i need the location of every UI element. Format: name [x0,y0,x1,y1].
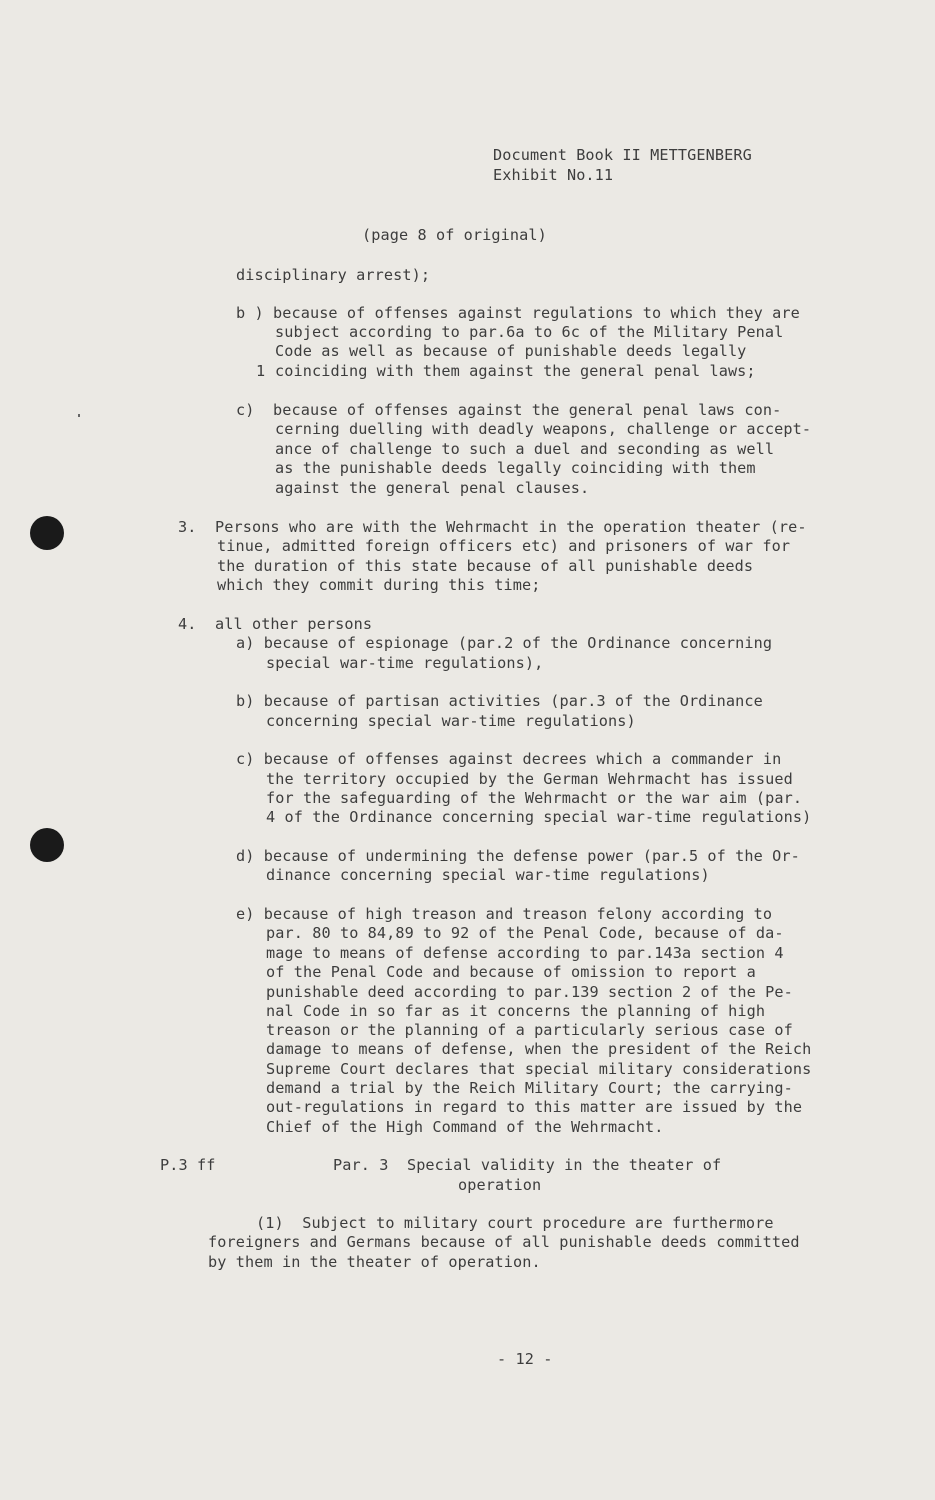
header-doc-book: Document Book II METTGENBERG [493,146,752,164]
header-exhibit: Exhibit No.11 [493,166,614,184]
item-c-line-2: cerning duelling with deadly weapons, challenge or accept- [275,420,812,438]
item-4e-line-4: of the Penal Code and because of omission to report a [266,963,756,981]
item-4e-line-3: mage to means of defense according to par.143a section 4 [266,944,784,962]
item-4b-line-2: concerning special war-time regulations) [266,712,636,730]
item-4e-line-12: Chief of the High Command of the Wehrmacht. [266,1118,664,1136]
item-4c-line-1: c) because of offenses against decrees which a commander in [236,750,782,768]
par3-body-line-3: by them in the theater of operation. [208,1253,541,1271]
item-4e-line-10: demand a trial by the Reich Military Court; the carrying- [266,1079,793,1097]
page-reference: (page 8 of original) [362,226,547,244]
item-c-line-4: as the punishable deeds legally coinciding with them [275,459,756,477]
item-4c-line-3: for the safeguarding of the Wehrmacht or the war aim (par. [266,789,803,807]
item-c-line-3: ance of challenge to such a duel and seconding as well [275,440,775,458]
item-4e-line-6: nal Code in so far as it concerns the planning of high [266,1002,766,1020]
par3-body-line-1: (1) Subject to military court procedure are furthermore [256,1214,774,1232]
item-4e-line-1: e) because of high treason and treason felony according to [236,905,773,923]
item-4e-line-7: treason or the planning of a particularly serious case of [266,1021,793,1039]
item-4b-line-1: b) because of partisan activities (par.3 of the Ordinance [236,692,763,710]
item-3-line-1: 3. Persons who are with the Wehrmacht in the operation theater (re- [178,518,807,536]
item-4a-line-1: a) because of espionage (par.2 of the Ordinance concerning [236,634,773,652]
item-b-line-2: subject according to par.6a to 6c of the Military Penal [275,323,784,341]
item-4c-line-2: the territory occupied by the German Wehrmacht has issued [266,770,793,788]
item-b-mark: 1 [256,362,266,380]
item-4e-line-5: punishable deed according to par.139 section 2 of the Pe- [266,983,793,1001]
par3-title-line-2: operation [458,1176,542,1194]
item-4-heading: 4. all other persons [178,615,373,633]
item-4e-line-9: Supreme Court declares that special military considerations [266,1060,812,1078]
item-4d-line-1: d) because of undermining the defense power (par.5 of the Or- [236,847,800,865]
item-4d-line-2: dinance concerning special war-time regulations) [266,866,710,884]
item-4c-line-4: 4 of the Ordinance concerning special war-time regulations) [266,808,812,826]
margin-note: P.3 ff [160,1156,216,1174]
par3-body-line-2: foreigners and Germans because of all punishable deeds committed [208,1233,800,1251]
item-4e-line-2: par. 80 to 84,89 to 92 of the Penal Code, because of da- [266,924,784,942]
punch-hole-bottom [30,828,64,862]
item-4e-line-8: damage to means of defense, when the president of the Reich [266,1040,812,1058]
item-4a-line-2: special war-time regulations), [266,654,544,672]
item-b-line-1: b ) because of offenses against regulations to which they are [236,304,800,322]
item-c-line-5: against the general penal clauses. [275,479,590,497]
paper-speck [78,414,80,417]
intro-line: disciplinary arrest); [236,266,431,284]
item-3-line-4: which they commit during this time; [217,576,541,594]
item-c-line-1: c) because of offenses against the general penal laws con- [236,401,782,419]
item-3-line-2: tinue, admitted foreign officers etc) and prisoners of war for [217,537,791,555]
punch-hole-top [30,516,64,550]
item-b-line-3: Code as well as because of punishable deeds legally [275,342,747,360]
item-b-line-4: coinciding with them against the general penal laws; [275,362,756,380]
item-4e-line-11: out-regulations in regard to this matter are issued by the [266,1098,803,1116]
page-number: - 12 - [497,1350,553,1368]
item-3-line-3: the duration of this state because of all punishable deeds [217,557,754,575]
par3-title-line-1: Par. 3 Special validity in the theater of [333,1156,722,1174]
